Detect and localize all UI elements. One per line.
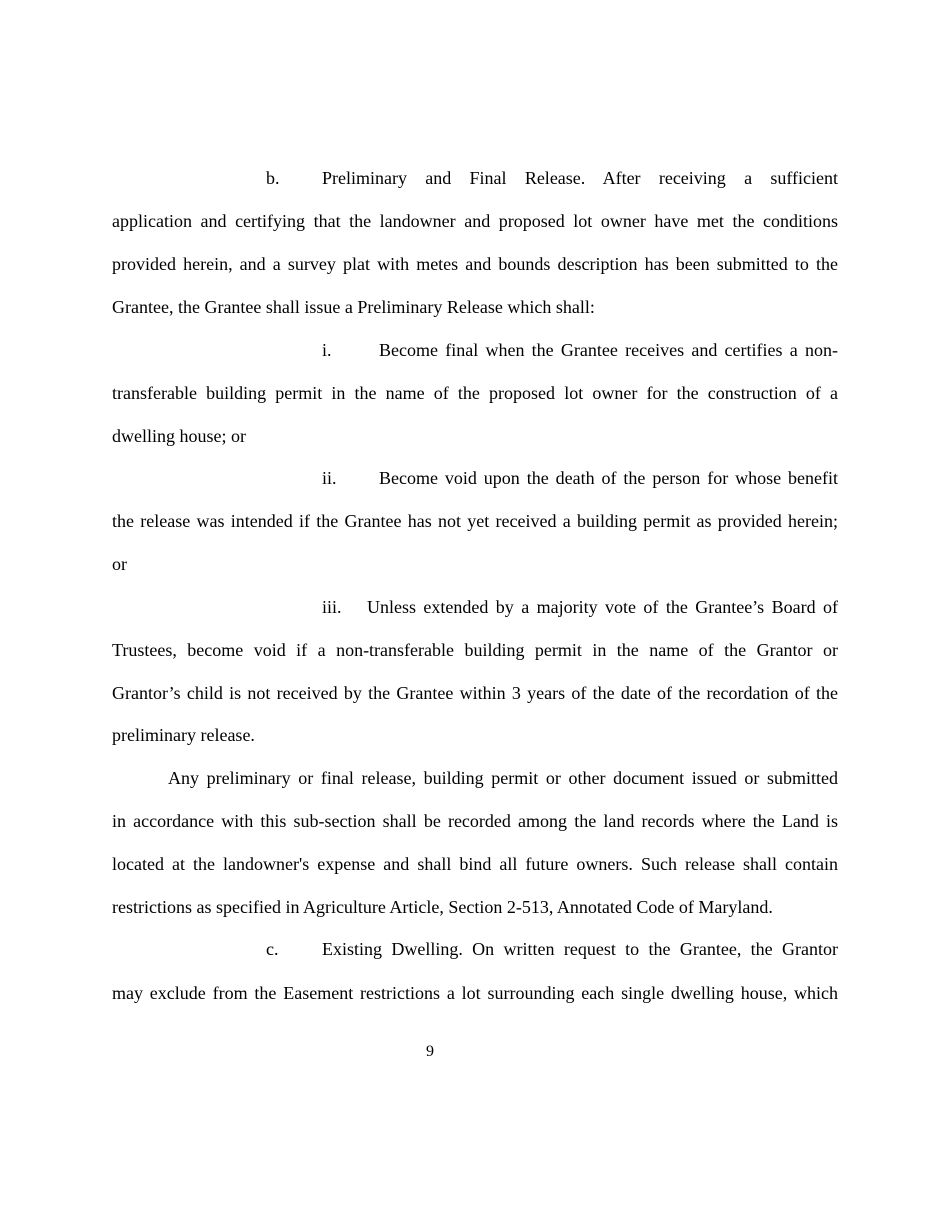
item-i-line-2: transferable building permit in the name of the proposed lot owner for the construction of a xyxy=(112,383,838,403)
paragraph-any-line-4: restrictions as specified in Agriculture Article, Section 2-513, Annotated Code of Maryland. xyxy=(112,897,773,917)
paragraph-any-line-2: in accordance with this sub-section shall be recorded among the land records where the Land is xyxy=(112,811,838,831)
item-iii-line-4: preliminary release. xyxy=(112,725,255,745)
section-b-line-3: provided herein, and a survey plat with metes and bounds description has been submitted to the xyxy=(112,254,838,274)
paragraph-any-line-3: located at the landowner's expense and shall bind all future owners. Such release shall contain xyxy=(112,854,838,874)
item-i-line-1: Become final when the Grantee receives and certifies a non- xyxy=(379,340,838,360)
section-c-marker: c. xyxy=(266,939,279,959)
page-number: 9 xyxy=(426,1043,434,1060)
paragraph-any-line-1: Any preliminary or final release, building permit or other document issued or submitted xyxy=(168,768,838,788)
item-i-marker: i. xyxy=(322,340,332,360)
section-b-line-4: Grantee, the Grantee shall issue a Preliminary Release which shall: xyxy=(112,297,595,317)
section-c-line-1: Existing Dwelling. On written request to the Grantee, the Grantor xyxy=(322,939,838,959)
section-b-marker: b. xyxy=(266,168,280,188)
item-iii-line-2: Trustees, become void if a non-transferable building permit in the name of the Grantor or xyxy=(112,640,838,660)
section-b-line-2: application and certifying that the landowner and proposed lot owner have met the conditions xyxy=(112,211,838,231)
item-ii-marker: ii. xyxy=(322,468,337,488)
item-iii-line-3: Grantor’s child is not received by the Grantee within 3 years of the date of the recordation of the xyxy=(112,683,838,703)
item-ii-line-2: the release was intended if the Grantee has not yet received a building permit as provided herein; xyxy=(112,511,838,531)
item-iii-marker: iii. xyxy=(322,597,342,617)
item-iii-line-1: Unless extended by a majority vote of the Grantee’s Board of xyxy=(367,597,838,617)
item-ii-line-3: or xyxy=(112,554,127,574)
item-i-line-3: dwelling house; or xyxy=(112,426,246,446)
section-b-line-1: Preliminary and Final Release. After receiving a sufficient xyxy=(322,168,838,188)
section-c-line-2: may exclude from the Easement restrictions a lot surrounding each single dwelling house, which xyxy=(112,983,838,1003)
item-ii-line-1: Become void upon the death of the person for whose benefit xyxy=(379,468,838,488)
